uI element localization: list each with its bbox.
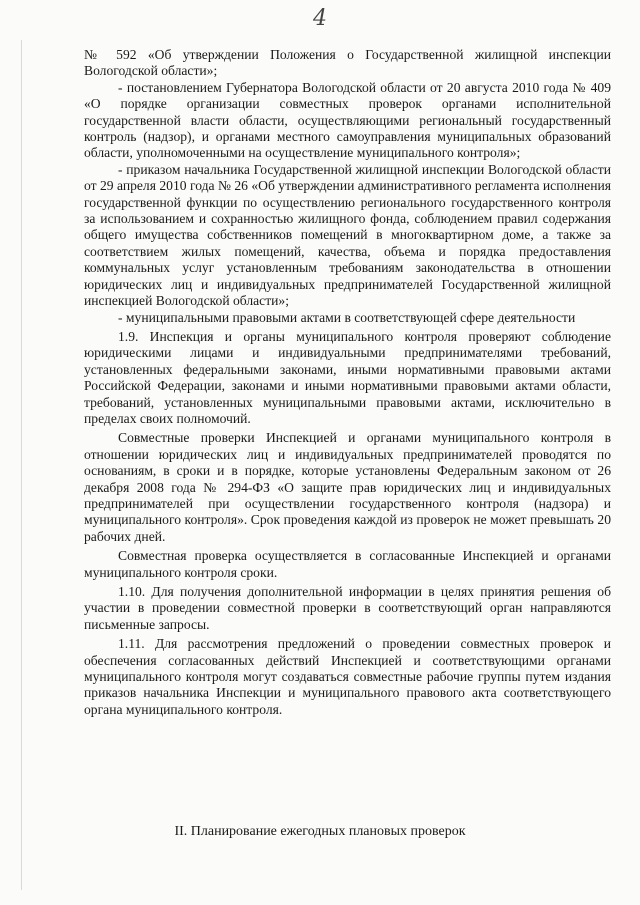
paragraph-1-9: 1.9. Инспекция и органы муниципального контроля проверяют соблюдение юридическими лицами и индивидуальными предпринимателями требований, установленных федеральными законами, иными нормативными правовыми актами Российской Федерации, законами и иными нормативными правовыми актами области, требований, установленных муниципальными правовыми актами, исключительно в пределах своих полномочий.	[84, 328, 611, 426]
paragraph-joint-inspections: Совместные проверки Инспекцией и органами муниципального контроля в отношении юридических лиц и индивидуальных предпринимателей проводятся по основаниям, в сроки и в порядке, которые установлены Федеральным законом от 26 декабря 2008 года № 294-ФЗ «О защите прав юридических лиц и индивидуальных предпринимателей при осуществлении государственного контроля (надзора) и муниципального контроля». Срок проведения каждой из проверок не может превышать 20 рабочих дней.	[84, 430, 611, 544]
document-body	[84, 47, 611, 718]
page-number: 4	[313, 6, 327, 31]
section-heading: II. Планирование ежегодных плановых проверок	[174, 824, 466, 839]
paragraph-municipal-acts: - муниципальными правовыми актами в соответствующей сфере деятельности	[118, 309, 576, 325]
paragraph-1-11: 1.11. Для рассмотрения предложений о проведении совместных проверок и обеспечения согласованных действий Инспекцией и соответствующими органами муниципального контроля могут создаваться совместные рабочие группы путем издания приказов начальника Инспекции и муниципального правового акта соответствующего органа муниципального контроля.	[84, 636, 611, 717]
paragraph-1-10: 1.10. Для получения дополнительной информации в целях принятия решения об участии в проведении совместной проверки в соответствующий орган направляются письменные запросы.	[84, 584, 611, 632]
left-margin-line	[21, 40, 22, 890]
paragraph-governor-resolution: - постановлением Губернатора Вологодской области от 20 августа 2010 года № 409 «О порядке организации совместных проверок органами исполнительной государственной власти области, осуществляющими региональный государственный контроль (надзор), и органами местного самоуправления муниципальных образований области, уполномоченными на осуществление муниципального контроля»;	[84, 79, 611, 161]
paragraph-joint-inspection-terms: Совместная проверка осуществляется в согласованные Инспекцией и органами муниципального контроля сроки.	[84, 548, 611, 580]
paragraph-decree-592: № 592 «Об утверждении Положения о Государственной жилищной инспекции Вологодской области»;	[84, 47, 611, 79]
paragraph-inspection-order: - приказом начальника Государственной жилищной инспекции Вологодской области от 29 апреля 2010 года № 26 «Об утверждении административного регламента исполнения государственной функции по осуществлению регионального государственного контроля за использованием и сохранностью жилищного фонда, соблюдением правил содержания общего имущества собственников помещений в многоквартирном доме, а также за соответствием жилых помещений, качества, объема и порядка предоставления коммунальных услуг установленным требованиям законодательства в отношении юридических лиц и индивидуальных предпринимателей Государственной жилищной инспекцией Вологодской области»;	[84, 161, 611, 309]
